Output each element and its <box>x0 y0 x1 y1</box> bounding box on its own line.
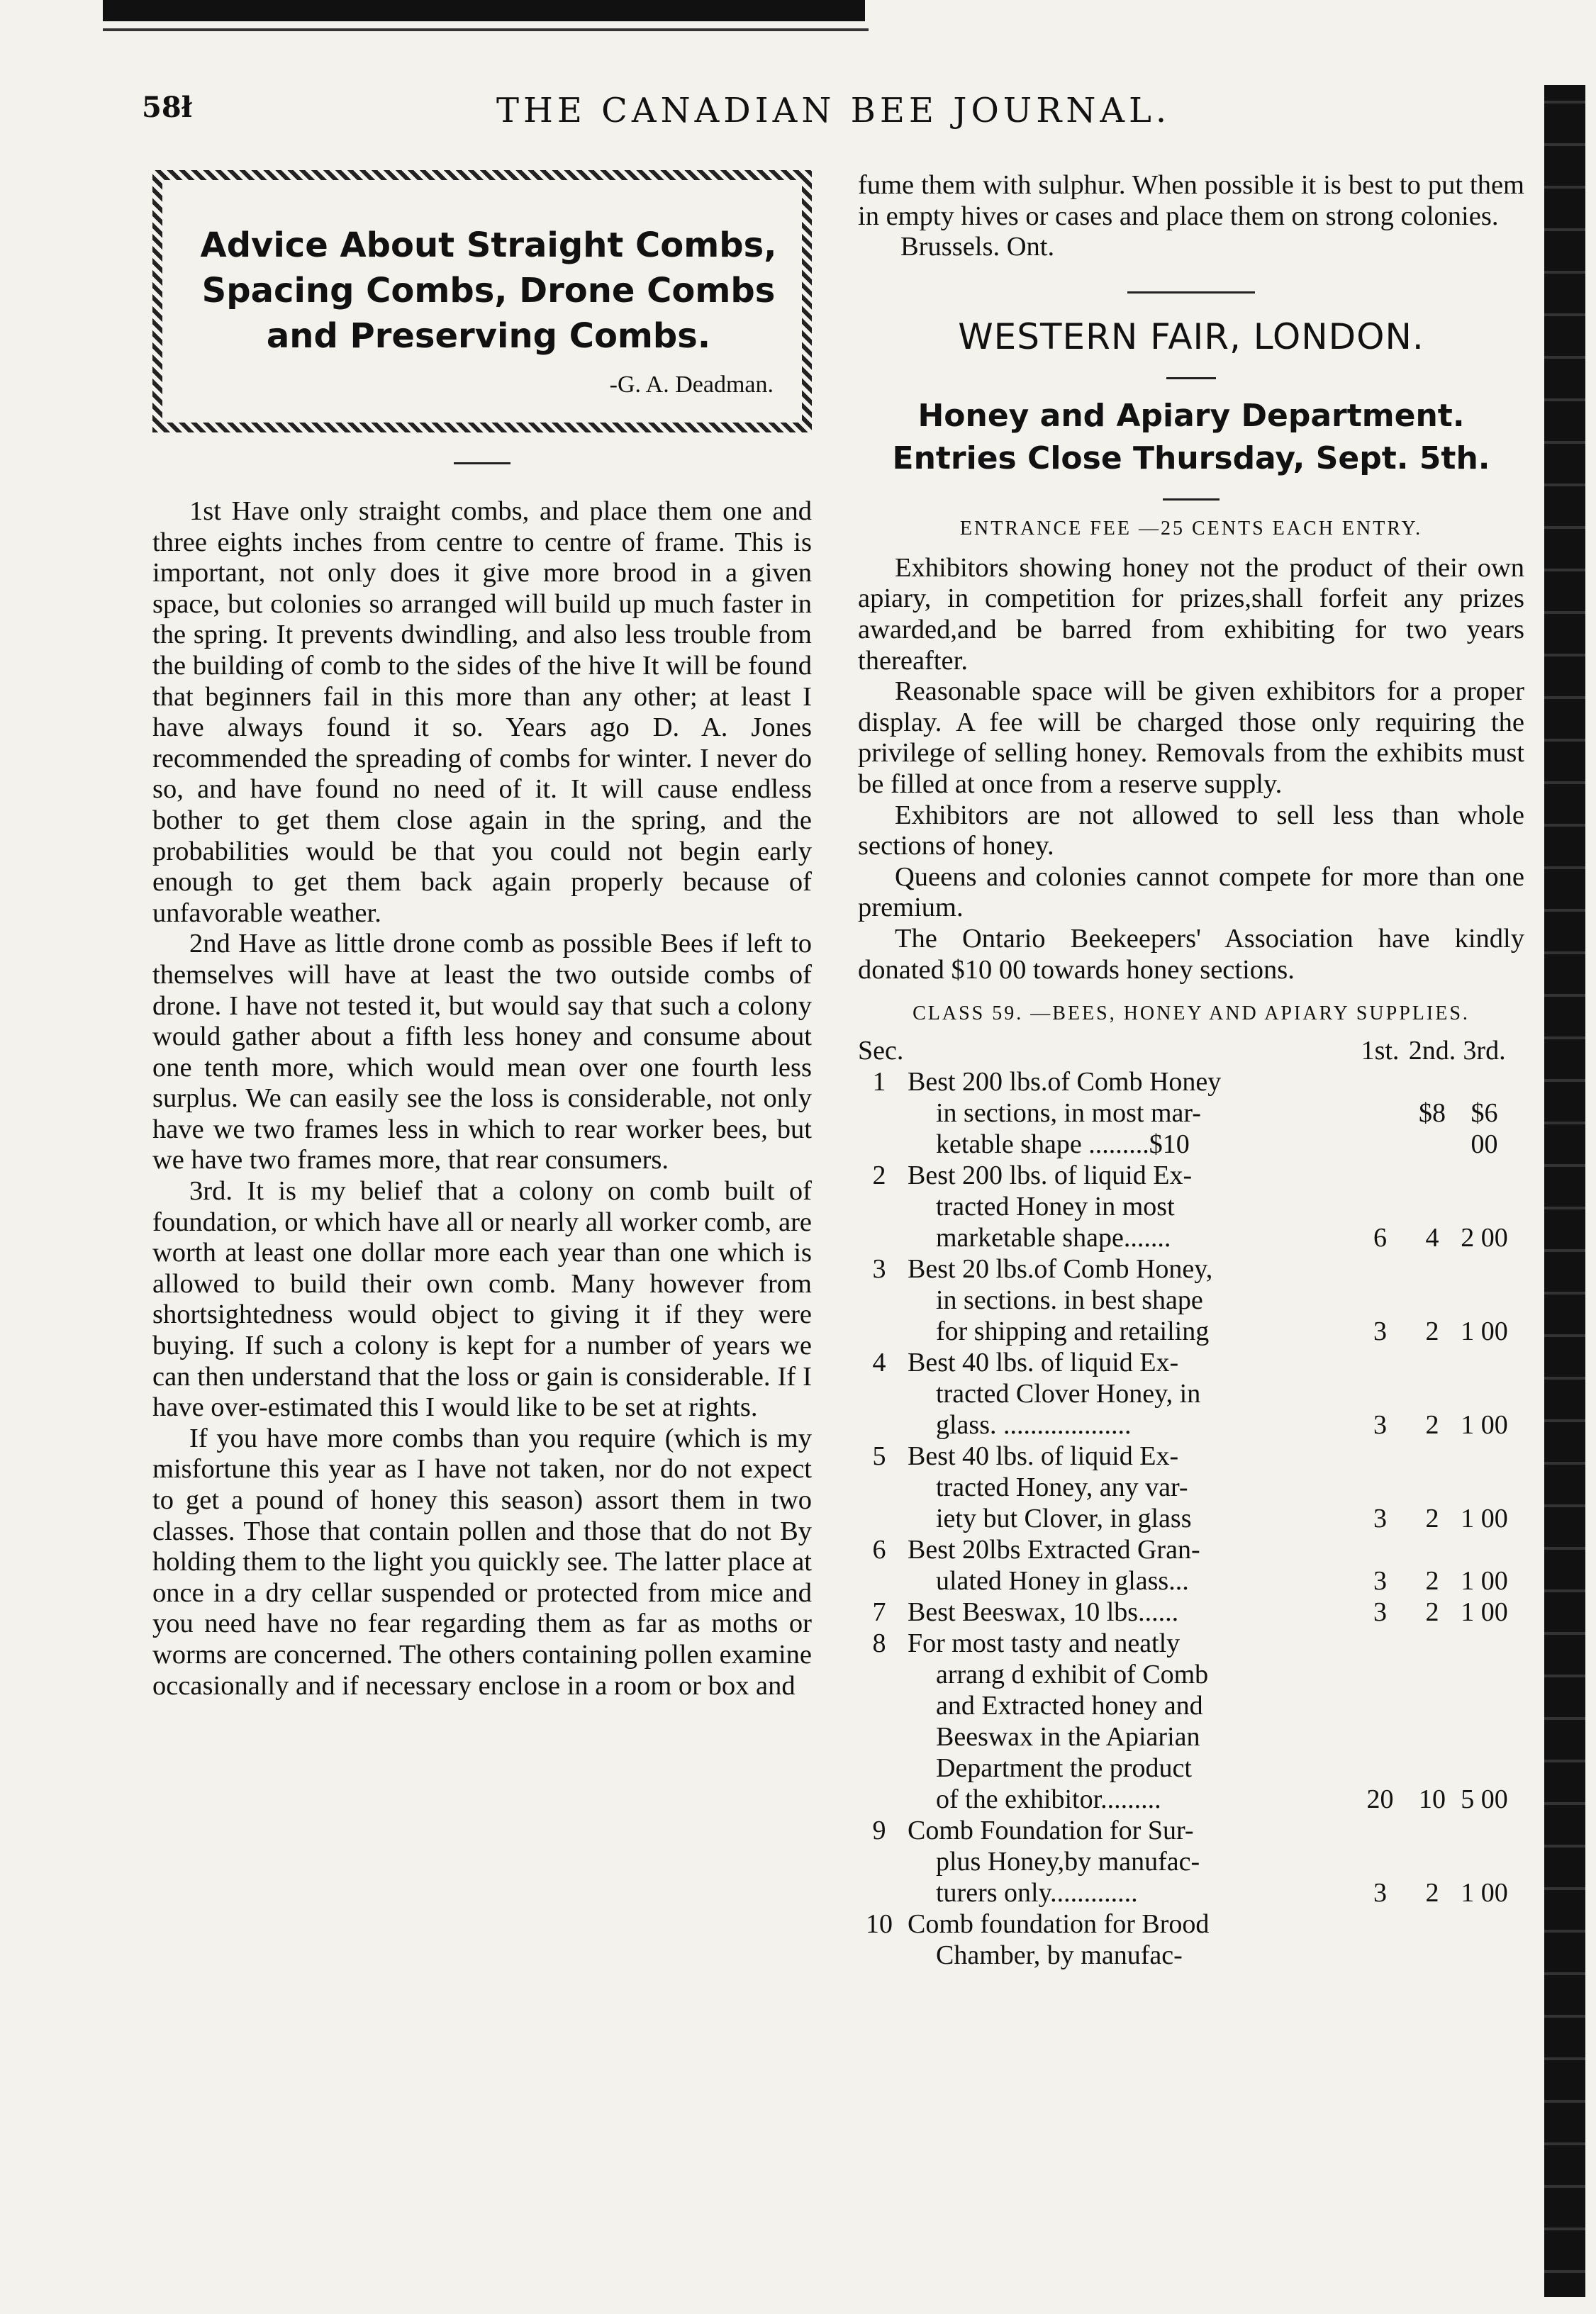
divider <box>1163 498 1220 501</box>
page-header <box>142 91 1517 140</box>
article-title-line: Advice About Straight Combs, <box>200 225 777 265</box>
section-description <box>900 1597 1354 1628</box>
article-author: -G. A. Deadman. <box>609 371 774 398</box>
sec-header: Sec. <box>858 1036 904 1066</box>
section-line: ulated Honey in glass... <box>936 1566 1189 1597</box>
rule-paragraph: Queens and colonies cannot compete for more than one premium. <box>858 861 1524 923</box>
section-prizes <box>1354 1409 1510 1441</box>
article-paragraph: If you have more combs than you require (which is my misfortune this year as I have not taken, nor do not expect to get a pound of honey this season) assort them in two classes. Those that contain pollen and those that do not By holding them to the light you quickly see. The latter place at once in a dry cellar suspended or protected from mice and you need have no fear regarding them as far as moths or worms are concerned. The others containing pollen examine occasionally and if necessary enclose in a room or box and <box>152 1423 812 1701</box>
section-line: plus Honey,by manufac- <box>936 1847 1200 1877</box>
section-line: in sections. in best shape <box>936 1285 1203 1316</box>
first-prize: 6 <box>1373 1223 1387 1253</box>
section-number: 5 <box>872 1441 886 1472</box>
first-prize: 3 <box>1373 1317 1387 1347</box>
section-line: glass. ................... <box>936 1410 1132 1441</box>
first-prize <box>1354 1097 1406 1160</box>
section-line: of the exhibitor......... <box>936 1784 1161 1815</box>
second-prize: 2 <box>1425 1597 1439 1628</box>
section-prizes <box>1354 1877 1510 1908</box>
department-title: Honey and Apiary Department. Entries Close Thursday, Sept. 5th. <box>892 397 1490 476</box>
second-prize: 2 <box>1425 1566 1439 1597</box>
article-title-line: Spacing Combs, Drone Combs <box>201 271 776 311</box>
third-prize: 1 00 <box>1461 1597 1508 1628</box>
section-description <box>900 1253 1354 1347</box>
section-prizes <box>1354 1097 1510 1160</box>
third-prize: 1 00 <box>1461 1504 1508 1534</box>
section-line: arrang d exhibit of Comb <box>936 1660 1209 1690</box>
section-number: 7 <box>872 1597 886 1628</box>
third-prize: $6 00 <box>1471 1098 1498 1160</box>
article-paragraph: 2nd Have as little drone comb as possible Bees if left to themselves will have at least the two outside combs of drone. I have not tested it, but would say that such a colony would gather about a fifth less honey and consume about one tenth more, which would mean over one fourth less surplus. We can easily see the loss is considerable, not only have we two frames less in which to rear worker bees, but we have two frames more, that rear consumers. <box>152 929 812 1175</box>
first-prize-header: 1st. <box>1361 1036 1400 1066</box>
third-prize-header: 3rd. <box>1463 1036 1506 1066</box>
rule-paragraph: Exhibitors are not allowed to sell less than whole sections of honey. <box>858 800 1524 861</box>
right-column <box>858 170 1524 1971</box>
section-prizes <box>1354 1222 1510 1253</box>
table-row <box>858 1160 1524 1253</box>
table-row <box>858 1347 1524 1441</box>
first-prize: 3 <box>1373 1597 1387 1628</box>
section-number: 9 <box>872 1816 886 1846</box>
section-description <box>900 1534 1354 1597</box>
section-line: Chamber, by manufac- <box>936 1940 1183 1971</box>
prize-sections <box>858 1066 1524 1971</box>
table-row <box>858 1908 1524 1971</box>
section-line: For most tasty and neatly <box>908 1628 1181 1659</box>
second-prize: 2 <box>1425 1317 1439 1347</box>
section-line: tracted Honey in most <box>936 1192 1175 1222</box>
second-prize: $8 <box>1419 1098 1446 1129</box>
section-number: 3 <box>872 1254 886 1285</box>
third-prize: 2 00 <box>1461 1223 1508 1253</box>
journal-title: THE CANADIAN BEE JOURNAL. <box>496 91 1171 130</box>
section-number: 10 <box>866 1909 893 1940</box>
article-title <box>184 223 793 359</box>
page-binding-edge <box>1544 85 1585 2297</box>
section-line: Department the product <box>936 1753 1192 1784</box>
section-description <box>900 1908 1354 1971</box>
third-prize: 1 00 <box>1461 1317 1508 1347</box>
section-line: for shipping and retailing <box>936 1317 1210 1347</box>
third-prize: 1 00 <box>1461 1878 1508 1908</box>
section-line: Comb Foundation for Sur- <box>908 1816 1194 1846</box>
article-title-line: and Preserving Combs. <box>266 316 711 356</box>
section-line: Best 40 lbs. of liquid Ex- <box>908 1348 1179 1378</box>
section-line: Best Beeswax, 10 lbs...... <box>908 1597 1179 1628</box>
third-prize: 1 00 <box>1461 1410 1508 1441</box>
article-paragraph: 3rd. It is my belief that a colony on comb built of foundation, or which have all or nearly all worker comb, are worth at least one dollar more each year than one which is allowed to build their own comb. Many however from shortsightedness would object to giving it if they were buying. If such a colony is kept for a number of years we can then understand that the loss or gain is considerable. If I have over-estimated this I would like to be set at rights. <box>152 1176 812 1423</box>
section-description <box>900 1441 1354 1534</box>
first-prize: 3 <box>1373 1566 1387 1597</box>
second-prize: 2 <box>1425 1410 1439 1441</box>
section-line: marketable shape....... <box>936 1223 1171 1253</box>
rule-paragraph: Exhibitors showing honey not the product of their own apiary, in competition for prizes,shall forfeit any prizes awarded,and be barred from exhibiting for two years thereafter. <box>858 552 1524 676</box>
second-prize: 4 <box>1425 1223 1439 1253</box>
section-line: turers only............. <box>936 1878 1138 1908</box>
left-column <box>152 170 812 1701</box>
section-number: 2 <box>872 1161 886 1191</box>
table-row <box>858 1066 1524 1160</box>
prize-headers <box>1354 1035 1510 1066</box>
table-row <box>858 1628 1524 1815</box>
table-row <box>858 1441 1524 1534</box>
class-heading: CLASS 59. —BEES, HONEY AND APIARY SUPPLIES. <box>913 1002 1470 1025</box>
section-number: 8 <box>872 1628 886 1659</box>
section-description <box>900 1815 1354 1908</box>
section-line: tracted Clover Honey, in <box>936 1379 1201 1409</box>
first-prize: 3 <box>1373 1504 1387 1534</box>
table-header <box>858 1035 1524 1066</box>
section-number: 1 <box>872 1067 886 1097</box>
scan-edge-bar <box>103 0 865 21</box>
section-line: tracted Honey, any var- <box>936 1472 1188 1503</box>
rule-paragraph: The Ontario Beekeepers' Association have kindly donated $10 00 towards honey sections. <box>858 923 1524 985</box>
second-prize: 10 <box>1419 1784 1446 1815</box>
first-prize: 3 <box>1373 1878 1387 1908</box>
section-line: and Extracted honey and <box>936 1691 1203 1721</box>
section-description <box>900 1066 1354 1160</box>
section-line: Best 200 lbs. of liquid Ex- <box>908 1161 1193 1191</box>
section-line: in sections, in most mar- <box>936 1098 1201 1129</box>
rule-paragraph: Reasonable space will be given exhibitors for a proper display. A fee will be charged those only requiring the privilege of selling honey. Removals from the exhibits must be filled at once from a reserve supply. <box>858 676 1524 799</box>
section-line: Comb foundation for Brood <box>908 1909 1210 1940</box>
first-prize: 3 <box>1373 1410 1387 1441</box>
table-row <box>858 1253 1524 1347</box>
section-prizes <box>1354 1565 1510 1597</box>
section-line: Beeswax in the Apiarian <box>936 1722 1200 1753</box>
entrance-fee: ENTRANCE FEE —25 CENTS EACH ENTRY. <box>959 517 1423 540</box>
table-row <box>858 1815 1524 1908</box>
section-line: Best 40 lbs. of liquid Ex- <box>908 1441 1179 1472</box>
section-prizes <box>1354 1597 1510 1628</box>
fair-title: WESTERN FAIR, LONDON. <box>958 315 1424 357</box>
section-line: iety but Clover, in glass <box>936 1504 1192 1534</box>
article-title-box <box>152 170 812 432</box>
first-prize: 20 <box>1366 1784 1394 1815</box>
continued-paragraph: fume them with sulphur. When possible it is best to put them in empty hives or cases and place them on strong colonies. <box>858 170 1524 231</box>
section-description <box>900 1160 1354 1253</box>
section-line: Best 200 lbs.of Comb Honey <box>908 1067 1222 1097</box>
second-prize: 2 <box>1425 1878 1439 1908</box>
section-number: 6 <box>872 1535 886 1565</box>
scan-edge-line <box>103 28 869 31</box>
section-description <box>900 1347 1354 1441</box>
third-prize: 1 00 <box>1461 1566 1508 1597</box>
second-prize-header: 2nd. <box>1408 1036 1456 1066</box>
section-prizes <box>1354 1784 1510 1815</box>
table-row <box>858 1534 1524 1597</box>
section-prizes <box>1354 1316 1510 1347</box>
second-prize: 2 <box>1425 1504 1439 1534</box>
section-number: 4 <box>872 1348 886 1378</box>
continued-place: Brussels. Ont. <box>900 232 1055 262</box>
divider <box>1127 291 1255 294</box>
section-line: Best 20lbs Extracted Gran- <box>908 1535 1200 1565</box>
table-row <box>858 1597 1524 1628</box>
section-prizes <box>1354 1503 1510 1534</box>
divider <box>1166 377 1216 379</box>
article-paragraph: 1st Have only straight combs, and place them one and three eights inches from centre to centre of frame. This is important, not only does it give more brood in a given space, but colonies so arranged will build up much faster in the spring. It prevents dwindling, and also less trouble from the building of comb to the sides of the hive It will be found that beginners fail in this more than any other; at least I have always found it so. Years ago D. A. Jones recommended the spreading of combs for winter. I never do so, and have found no need of it. It will cause endless bother to get them close again in the spring, and the probabilities would be that you could not begin early enough to get them back again properly because of unfavorable weather. <box>152 496 812 928</box>
third-prize: 5 00 <box>1461 1784 1508 1815</box>
divider <box>454 462 510 464</box>
page-number: 58ł <box>142 91 193 124</box>
section-line: Best 20 lbs.of Comb Honey, <box>908 1254 1213 1285</box>
section-description <box>900 1628 1354 1815</box>
section-line: ketable shape .........$10 <box>936 1129 1190 1160</box>
